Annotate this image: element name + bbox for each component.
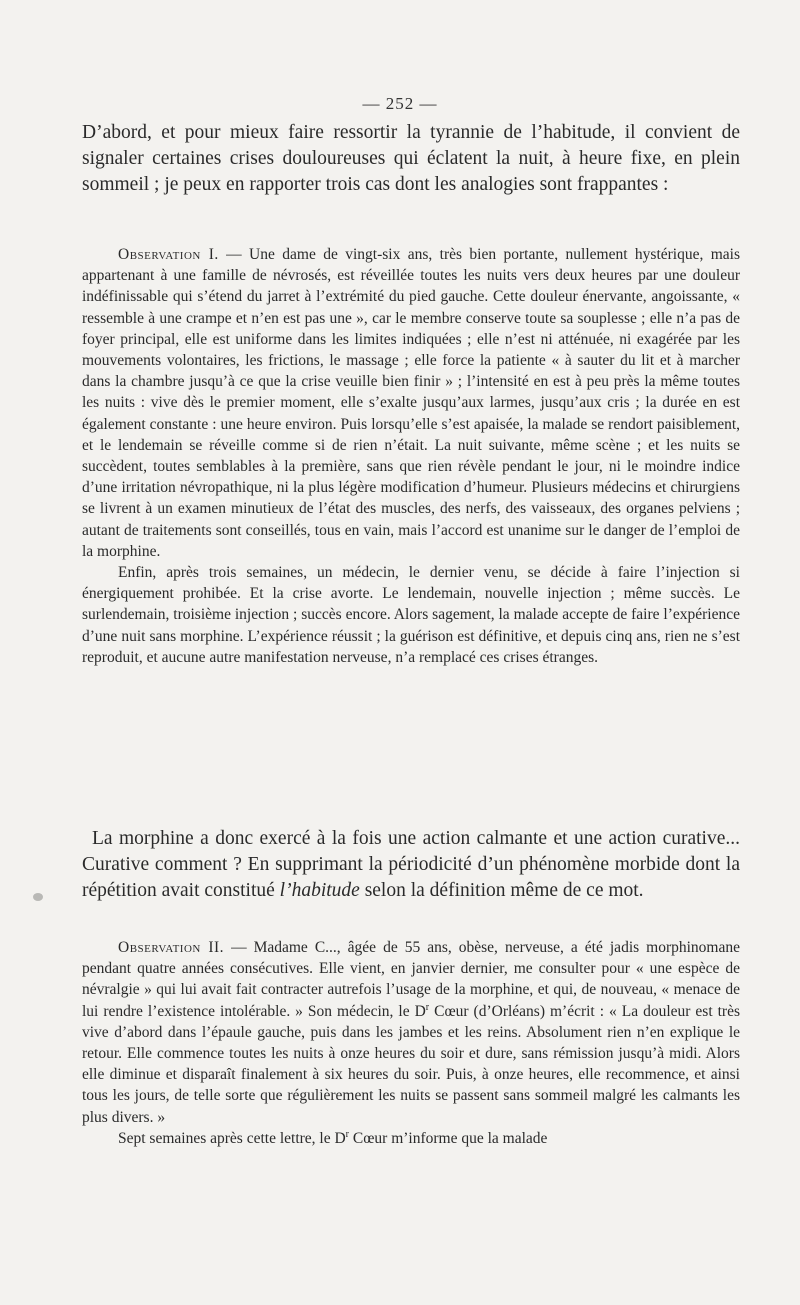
observation-1-heading: Observation I. bbox=[118, 246, 219, 263]
observation-2-text-2b: Cœur m’informe que la malade bbox=[349, 1129, 548, 1147]
observation-2-text-2a: Sept semaines après cette lettre, le D bbox=[118, 1129, 346, 1147]
intro-paragraph: D’abord, et pour mieux faire ressortir la tyrannie de l’habitude, il convient de signaler certaines crises douloureuses qui éclatent la nuit, à heure fixe, en plein sommeil ; je peux en rapporter trois cas dont les analogies sont frappantes : bbox=[82, 122, 740, 195]
observation-2-text-1b: Cœur (d’Orléans) m’écrit : « La douleur est très vive d’abord dans l’épaule gauche, puis dans les jambes et les reins. Absolument rien n’en explique le retour. Elle commence toutes les nuits à onze heures du soir et dure, sans rémission jusqu’à midi. Alors elle diminue et disparaît finalement à six heures du soir. Puis, à onze heures, elle recommence, et ainsi tous les jours, de telle sorte que régulièrement les nuits se passent sans sommeil malgré les calmants les plus divers. » bbox=[82, 1002, 741, 1126]
conclusion-text-after: selon la définition même de ce mot. bbox=[359, 880, 644, 901]
conclusion-paragraph bbox=[82, 826, 740, 904]
observation-1-paragraph-1 bbox=[82, 244, 740, 562]
observation-2 bbox=[82, 937, 740, 1149]
observation-1-paragraph-2: Enfin, après trois semaines, un médecin, le dernier venu, se décide à faire l’injection si énergiquement prohibée. Et la crise avorte. Le lendemain, nouvelle injection ; même succès. Le surlendemain, troisième injection ; succès encore. Alors sagement, la malade accepte de faire l’expérience d’une nuit sans morphine. L’expérience réussit ; la guérison est définitive, et depuis cinq ans, rien ne s’est reproduit, et aucune autre manifestation nerveuse, n’a remplacé ces crises étranges. bbox=[82, 564, 740, 666]
observation-2-heading: Observation II. bbox=[118, 939, 225, 956]
superscript-r: r bbox=[345, 1128, 350, 1140]
observation-1 bbox=[82, 244, 740, 668]
page-number: — 252 — bbox=[362, 94, 438, 113]
conclusion-emphasis: l’habitude bbox=[279, 880, 360, 901]
observation-1-text-1: — Une dame de vingt-six ans, très bien portante, nullement hystérique, mais appartenant à une famille de névrosés, est réveillée toutes les nuits vers deux heures par une douleur indéfinissable qui s’étend du jarret à l’extrémité du pied gauche. Cette douleur énervante, angoissante, « ressemble à une crampe et n’en est pas une », car le membre conserve toute sa souplesse ; elle n’a pas de foyer principal, elle est uniforme dans les limites indiquées ; elle n’est ni atténuée, ni exagérée par les mouvements volontaires, les frictions, le massage ; elle force la patiente « à sauter du lit et à marcher dans la chambre jusqu’à ce que la crise veuille bien finir » ; l’intensité en est à peu près la même toutes les nuits : vive dès le premier moment, elle s’exalte jusqu’aux larmes, jusqu’aux cris ; la durée en est également constante : une heure environ. Puis lorsqu’elle s’est apaisée, la malade se rendort paisiblement, et le lendemain se réveille comme si de rien n’était. La nuit suivante, même scène ; et les nuits se succèdent, toutes semblables à la première, sans que rien révèle pendant le jour, ni le moindre indice d’une irritation névropathique, ni la plus légère modification d’humeur. Plusieurs médecins et chirurgiens se livrent à un examen minutieux de l’état des muscles, des nerfs, des vaisseaux, des organes pelviens ; autant de traitements sont conseillés, tous en vain, mais l’accord est unanime sur le danger de l’emploi de la morphine. bbox=[82, 246, 741, 560]
observation-2-text-1a: — Madame C..., âgée de 55 ans, obèse, nerveuse, a été jadis morphinomane pendant quatre années consécutives. Elle vient, en janvier dernier, me consulter pour « une espèce de névralgie » qui lui avait fait contracter autrefois l’usage de la morphine, et qui, de nouveau, « menace de lui rendre l’existence intolérable. » Son médecin, le D bbox=[82, 939, 741, 1020]
conclusion-text-before: La morphine a donc exercé à la fois une action calmante et une action curative... Curative comment ? En supprimant la périodicité d’un phénomène morbide dont la répétition avait constitué bbox=[82, 828, 740, 901]
superscript-r: r bbox=[425, 1001, 430, 1013]
observation-2-paragraph-2 bbox=[82, 1128, 740, 1149]
observation-2-paragraph-1 bbox=[82, 937, 740, 1128]
paper-spot bbox=[33, 893, 43, 901]
